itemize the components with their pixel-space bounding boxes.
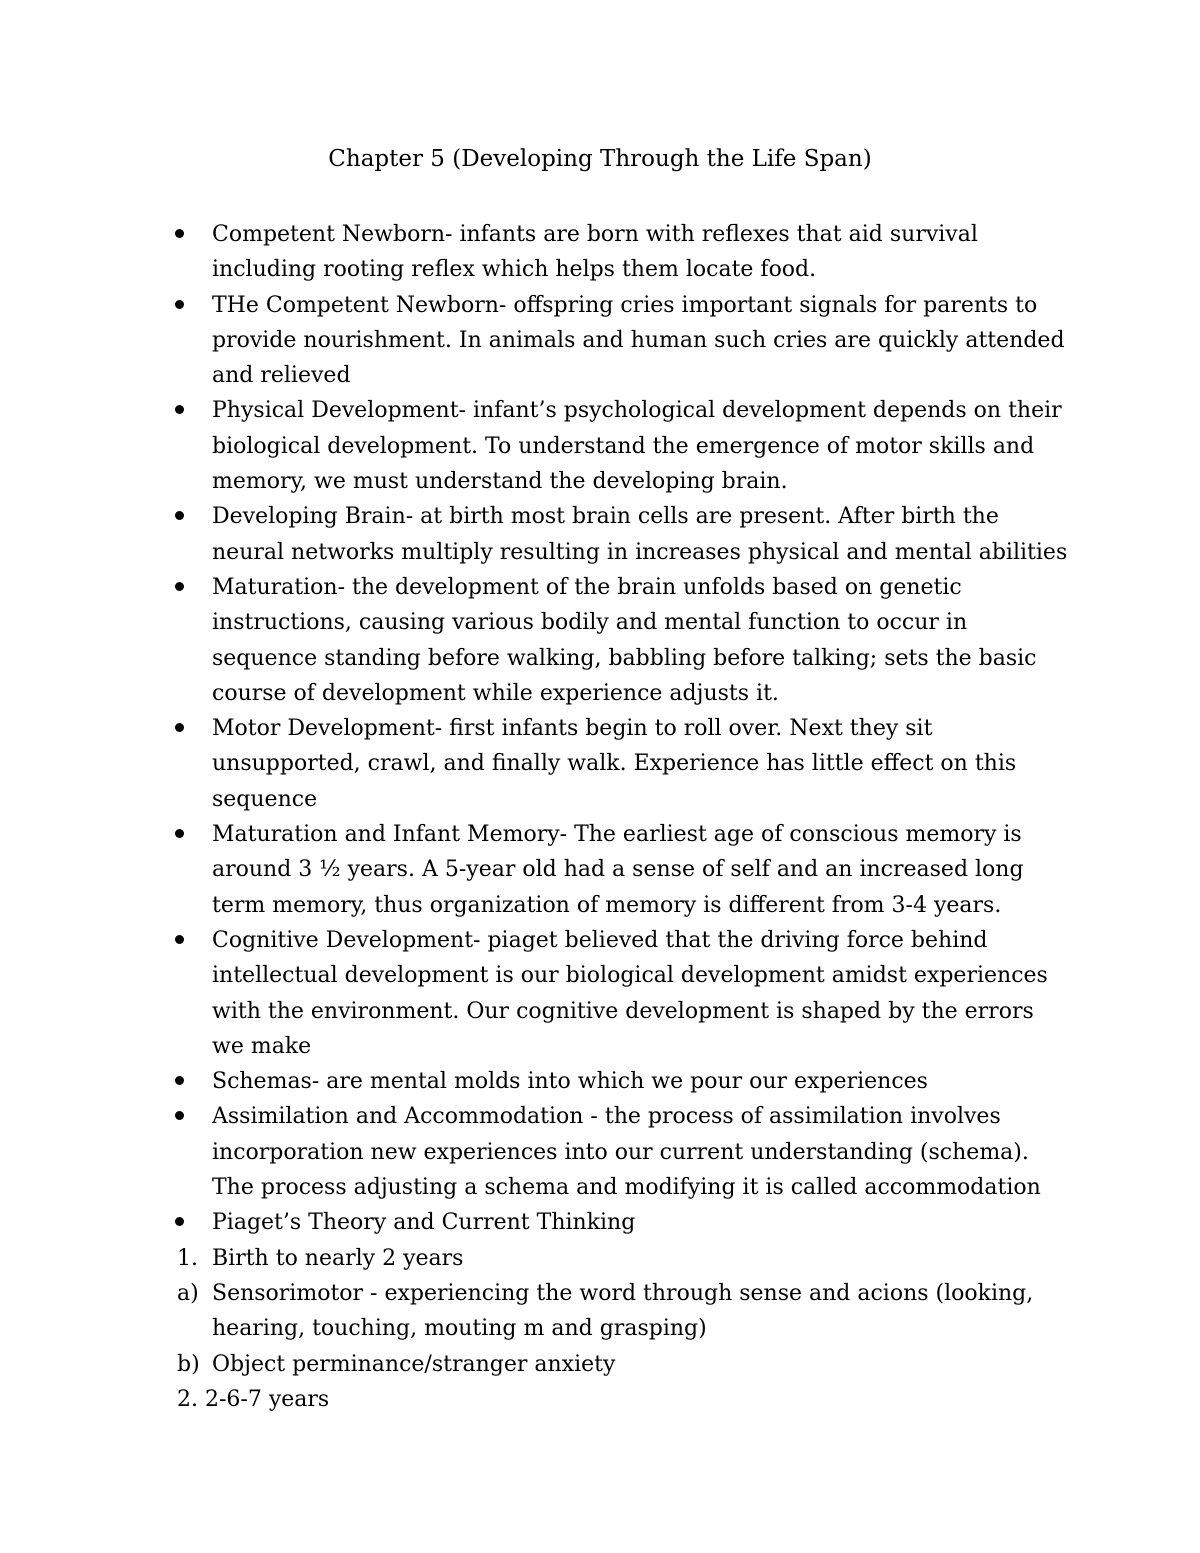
bullet-item-5 [171, 570, 1071, 711]
bullet-text: Maturation- the development of the brain unfolds based on genetic instructions, causing various bodily and mental function to occur in sequence standing before walking, babbling before talking; sets the basic course of development while experience adjusts it. [212, 574, 1037, 706]
bullet-text: Assimilation and Accommodation - the process of assimilation involves incorporation new experiences into our current understanding (schema). The process adjusting a schema and modifying it is called accommodation [212, 1104, 1041, 1201]
list-letter: b) [177, 1351, 200, 1377]
bullet-item-11 [171, 1205, 1071, 1240]
lettered-item-b [171, 1347, 1071, 1382]
list-letter: a) [177, 1280, 199, 1306]
bullet-dot-icon [171, 711, 212, 746]
document-body [171, 217, 1071, 1417]
bullet-item-6 [171, 711, 1071, 817]
bullet-dot-icon [171, 1099, 212, 1134]
numbered-item-2 [171, 1382, 1071, 1417]
bullet-item-3 [171, 393, 1071, 499]
bullet-dot-icon [171, 923, 212, 958]
numbered-text: 2. 2-6-7 years [177, 1386, 330, 1412]
lettered-text: Object perminance/stranger anxiety [212, 1351, 616, 1377]
bullet-item-8 [171, 923, 1071, 1064]
bullet-text: Piaget’s Theory and Current Thinking [212, 1210, 636, 1236]
bullet-dot-icon [171, 288, 212, 323]
bullet-item-4 [171, 499, 1071, 570]
bullet-item-10 [171, 1099, 1071, 1205]
bullet-text: Physical Development- infant’s psychological development depends on their biological development. To understand the emergence of motor skills and memory, we must understand the developing brain. [212, 398, 1062, 495]
bullet-text: THe Competent Newborn- offspring cries important signals for parents to provide nourishment. In animals and human such cries are quickly attended and relieved [212, 292, 1065, 389]
bullet-text: Competent Newborn- infants are born with reflexes that aid survival including rooting reflex which helps them locate food. [212, 222, 978, 283]
bullet-item-9 [171, 1064, 1071, 1099]
lettered-item-a [171, 1276, 1071, 1347]
bullet-item-2 [171, 288, 1071, 394]
bullet-text: Maturation and Infant Memory- The earliest age of conscious memory is around 3 ½ years. A 5-year old had a sense of self and an increased long term memory, thus organization of memory is different from 3-4 years. [212, 822, 1024, 918]
bullet-dot-icon [171, 499, 212, 534]
bullet-dot-icon [171, 817, 212, 852]
list-number: 1. [177, 1245, 198, 1271]
bullet-item-1 [171, 217, 1071, 288]
bullet-text: Cognitive Development- piaget believed that the driving force behind intellectual development is our biological development amidst experiences with the environment. Our cognitive development is shaped by the errors we make [212, 927, 1048, 1059]
bullet-dot-icon [171, 570, 212, 605]
bullet-item-7 [171, 817, 1071, 923]
bullet-dot-icon [171, 393, 212, 428]
bullet-text: Developing Brain- at birth most brain cells are present. After birth the neural networks multiply resulting in increases physical and mental abilities [212, 504, 1068, 565]
bullet-dot-icon [171, 1064, 212, 1099]
bullet-dot-icon [171, 217, 212, 252]
lettered-text: Sensorimotor - experiencing the word through sense and acions (looking, hearing, touching, mouting m and grasping) [212, 1280, 1034, 1342]
page-title: Chapter 5 (Developing Through the Life Span) [328, 146, 872, 172]
bullet-text: Motor Development- first infants begin to roll over. Next they sit unsupported, crawl, and finally walk. Experience has little effect on this sequence [212, 716, 1017, 812]
numbered-text: Birth to nearly 2 years [212, 1245, 464, 1271]
bullet-text: Schemas- are mental molds into which we pour our experiences [212, 1069, 928, 1095]
numbered-item-1 [171, 1241, 1071, 1276]
bullet-dot-icon [171, 1205, 212, 1240]
